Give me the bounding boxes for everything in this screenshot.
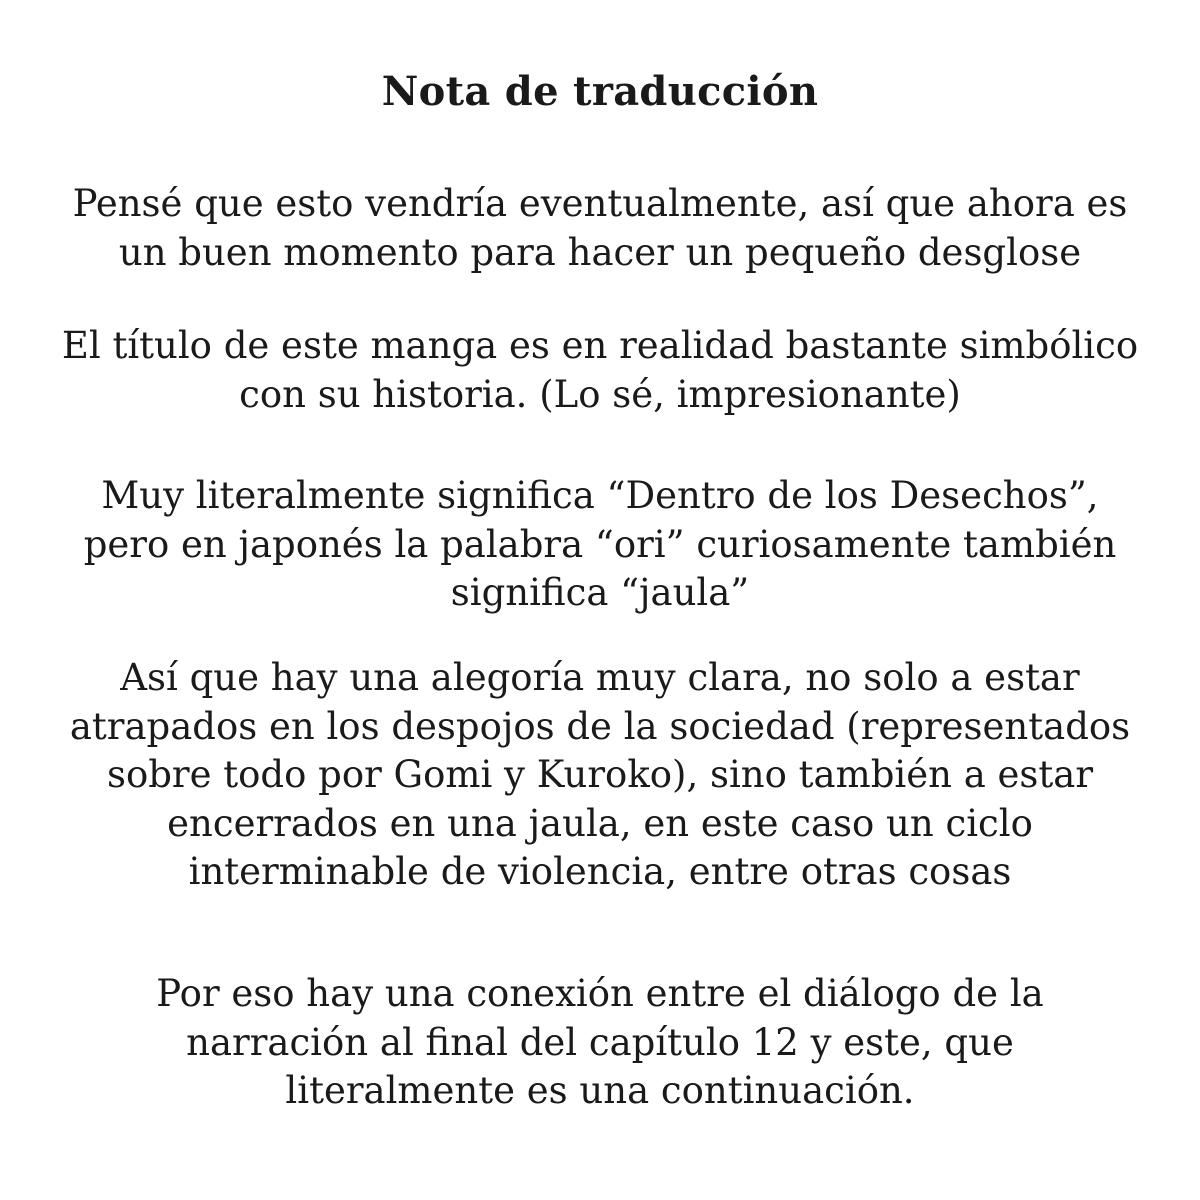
paragraph-line: encerrados en una jaula, en este caso un ciclo <box>167 801 1033 845</box>
paragraph-chapter-connection <box>20 970 1180 1116</box>
paragraph-line: interminable de violencia, entre otras cosas <box>188 850 1012 893</box>
paragraph-line: El título de este manga es en realidad bastante simbólico <box>61 324 1139 367</box>
paragraph-line: un buen momento para hacer un pequeño desglose <box>118 230 1082 274</box>
paragraph-line: atrapados en los despojos de la sociedad (representados <box>69 704 1131 748</box>
paragraph-line: Así que hay una alegoría muy clara, no solo a estar <box>120 656 1080 699</box>
paragraph-line: con su historia. (Lo sé, impresionante) <box>239 372 961 416</box>
page-title: Nota de traducción <box>381 68 819 115</box>
paragraph-breakdown-intro <box>20 180 1180 277</box>
paragraph-line: sobre todo por Gomi y Kuroko), sino también a estar <box>106 753 1094 796</box>
paragraph-line: Muy literalmente significa “Dentro de los Desechos”, <box>101 474 1099 517</box>
paragraph-line: significa “jaula” <box>450 571 750 614</box>
paragraph-literal-meaning <box>20 472 1180 618</box>
paragraph-line: Por eso hay una conexión entre el diálogo de la <box>156 972 1044 1015</box>
paragraph-title-symbolism <box>20 322 1180 419</box>
paragraph-line: literalmente es una continuación. <box>285 1069 915 1112</box>
paragraph-line: narración al final del capítulo 12 y este, que <box>186 1020 1014 1064</box>
paragraph-line: Pensé que esto vendría eventualmente, así que ahora es <box>72 182 1128 225</box>
paragraph-line: pero en japonés la palabra “ori” curiosamente también <box>83 522 1117 566</box>
paragraph-allegory <box>20 654 1180 897</box>
